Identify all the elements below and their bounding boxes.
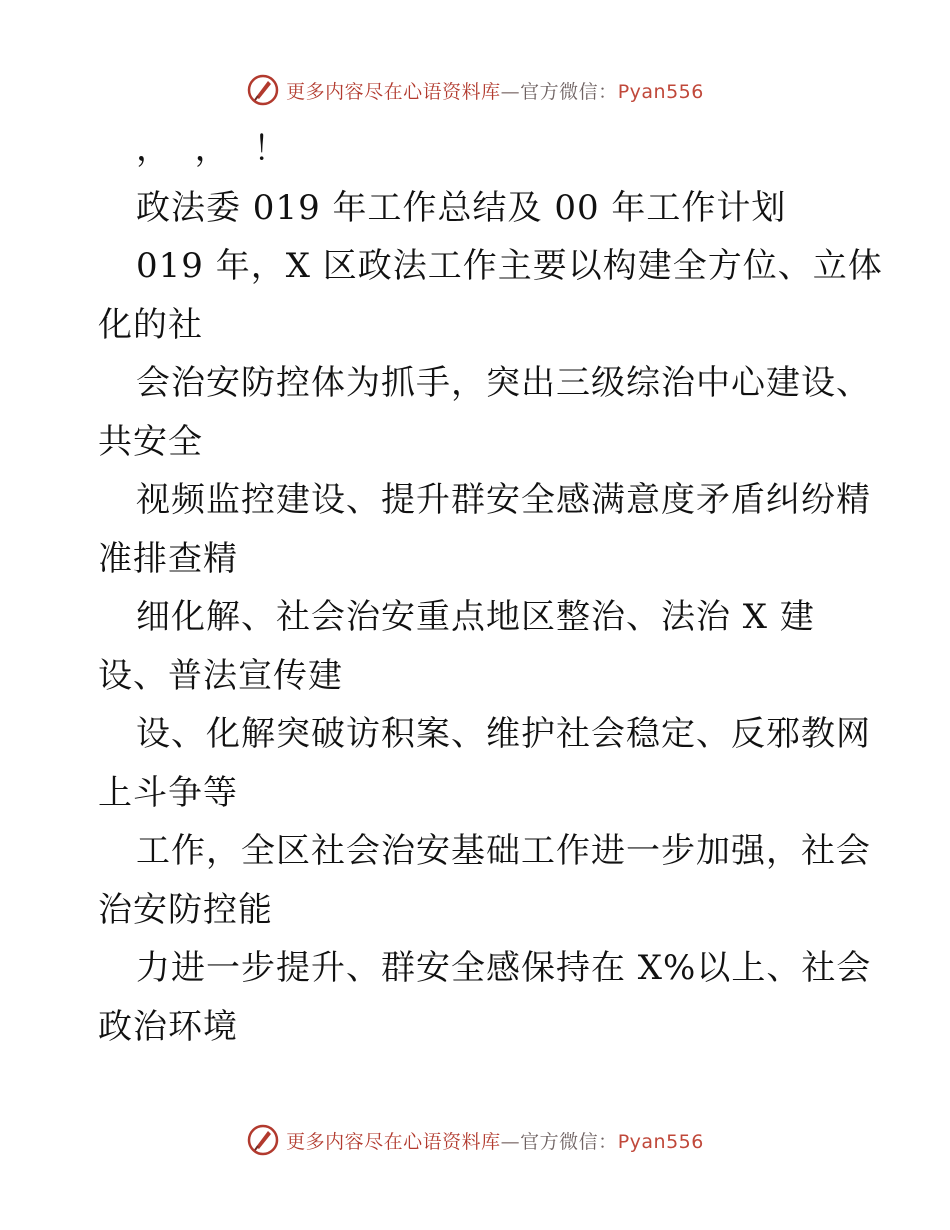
footer-watermark xyxy=(0,1120,950,1160)
document-line: 治安防控能 xyxy=(98,889,273,930)
document-line: 设、普法宣传建 xyxy=(98,655,343,696)
watermark-wechat-label: 官方微信： xyxy=(520,80,618,103)
document-line: 准排查精 xyxy=(98,538,238,579)
document-line: 会治安防控体为抓手，突出三级综治中心建设、 xyxy=(136,363,871,403)
watermark-dash: — xyxy=(500,1130,521,1153)
watermark-wechat-label: 官方微信： xyxy=(520,1130,618,1153)
document-body xyxy=(98,120,883,1056)
document-line: 政法委 019 年工作总结及 00 年工作计划 xyxy=(136,187,787,228)
document-line: 力进一步提升、群安全感保持在 X%以上、社会 xyxy=(136,948,872,988)
document-line: 上斗争等 xyxy=(98,772,238,813)
quill-pen-logo-icon xyxy=(246,73,280,107)
header-watermark xyxy=(0,70,950,110)
document-line: 共安全 xyxy=(98,421,203,462)
document-line: 细化解、社会治安重点地区整治、法治 X 建 xyxy=(136,597,815,637)
document-line: 设、化解突破访积案、维护社会稳定、反邪教网 xyxy=(136,714,871,754)
document-line: 视频监控建设、提升群安全感满意度矛盾纠纷精 xyxy=(136,480,871,520)
quill-pen-logo-icon xyxy=(246,1123,280,1157)
watermark-wechat-id: Pyan556 xyxy=(617,1130,704,1153)
watermark-wechat-id: Pyan556 xyxy=(617,80,704,103)
document-line: 化的社 xyxy=(98,304,203,345)
document-line: ， ， ！ xyxy=(136,129,289,169)
watermark-main: 更多内容尽在心语资料库 xyxy=(286,80,501,103)
document-line: 政治环境 xyxy=(98,1006,238,1047)
watermark-text xyxy=(286,77,704,104)
watermark-main: 更多内容尽在心语资料库 xyxy=(286,1130,501,1153)
watermark-dash: — xyxy=(500,80,521,103)
watermark-text xyxy=(286,1127,704,1154)
document-line: 019 年，X 区政法工作主要以构建全方位、立体 xyxy=(136,246,883,286)
document-line: 工作，全区社会治安基础工作进一步加强，社会 xyxy=(136,831,871,871)
